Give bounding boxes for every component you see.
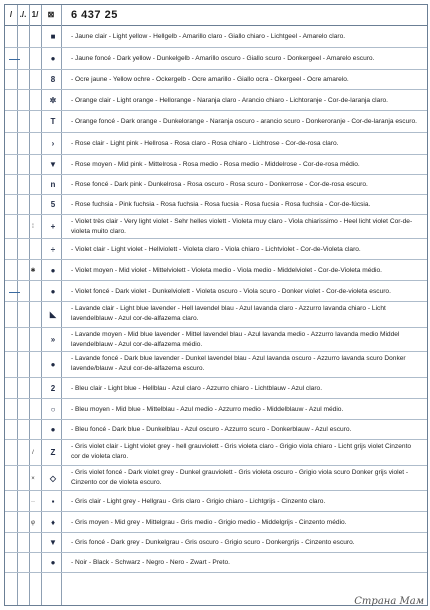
table-row <box>5 440 427 466</box>
color-description: - Rose clair - Light pink - Hellrosa - Rosa claro - Rosa chiaro - Lichtrose - Cor-de-rosa claro. <box>71 140 339 147</box>
table-row <box>5 48 427 70</box>
table-row <box>5 26 427 48</box>
color-description: - Bleu clair - Light blue - Hellblau - Azul claro - Azzurro chiaro - Lichtblauw - Azul claro. <box>71 385 323 392</box>
stitch-symbol: T <box>50 117 56 126</box>
stitch-symbol: ● <box>50 558 56 567</box>
color-description: - Lavande clair - Light blue lavender - Hell lavendel blau - Azul lavanda claro - Azzurro lavanda chiaro - Licht lavendelblauw - Azul cor-de-alfazema claro. <box>71 305 386 322</box>
color-description: - Noir - Black - Schwarz - Negro - Nero - Zwart - Preto. <box>71 559 231 566</box>
header-symbol-4: ⊠ <box>47 10 55 19</box>
stitch-symbol: › <box>51 139 55 148</box>
stitch-symbol: ÷ <box>50 245 56 254</box>
half-stitch-mark: ✱ <box>30 268 36 274</box>
table-row <box>5 352 427 378</box>
header-symbol-1: / <box>9 10 13 19</box>
stitch-symbol: ▪ <box>51 497 55 506</box>
stitch-symbol: Z <box>50 448 56 457</box>
stitch-symbol: ■ <box>50 32 56 41</box>
stitch-symbol: ♦ <box>50 518 56 527</box>
table-row <box>5 239 427 260</box>
backstitch-mark <box>9 59 20 60</box>
table-row <box>5 466 427 491</box>
table-row <box>5 111 427 133</box>
table-row <box>5 553 427 573</box>
stitch-symbol: n <box>50 180 56 189</box>
color-description: - Gris clair - Light grey - Hellgrau - Gris claro - Grigio chiaro - Lichtgrijs - Cinzento claro. <box>71 498 326 505</box>
half-stitch-mark: / <box>32 450 34 456</box>
color-description: - Gris violet clair - Light violet grey - hell grauviolett - Gris violeta claro - Grigio viola chiaro - Licht grijs violet Cinzento cor de violeta claro. <box>71 443 412 460</box>
half-stitch-mark: × <box>31 476 35 482</box>
stitch-symbol: ● <box>50 287 56 296</box>
color-description: - Violet très clair - Very light violet - Sehr helles violett - Violeta muy claro - Viola chiarissimo - Heel licht violet Cor-de-violeta muito claro. <box>71 218 413 235</box>
table-row <box>5 378 427 399</box>
color-description: - Orange clair - Light orange - Hellorange - Naranja claro - Arancio chiaro - Lichtoranje - Cor-de-laranja claro. <box>71 97 389 104</box>
table-row <box>5 533 427 553</box>
table-row <box>5 90 427 111</box>
table-row <box>5 491 427 512</box>
stitch-symbol: 2 <box>50 384 56 393</box>
table-row <box>5 420 427 440</box>
stitch-symbol: ○ <box>50 405 56 414</box>
table-row <box>5 195 427 215</box>
color-description: - Rose fuchsia - Pink fuchsia - Rosa fuchsia - Rosa fucsia - Rosa fucsia - Rosa fuchsia - Cor-de-fúcsia. <box>71 201 371 208</box>
stitch-symbol: ◇ <box>49 474 57 483</box>
stitch-symbol: ✲ <box>49 96 57 105</box>
color-description: - Rose moyen - Mid pink - Mittelrosa - Rosa medio - Rosa medio - Middelrose - Cor-de-rosa médio. <box>71 161 360 168</box>
table-row <box>5 215 427 239</box>
half-stitch-mark: ·· <box>31 499 35 505</box>
backstitch-mark <box>9 292 20 293</box>
header-symbol-2: ./. <box>19 10 27 19</box>
color-description: - Gris violet foncé - Dark violet grey - Dunkel grauviolett - Gris violeta oscuro - Grigio viola scuro Donker grijs violet - Cinzento cor de violeta escuro. <box>71 469 409 486</box>
stitch-symbol: ▼ <box>49 160 57 169</box>
watermark: Страна Мам <box>354 596 424 607</box>
half-stitch-mark: φ <box>31 520 35 526</box>
stitch-symbol: + <box>50 222 56 231</box>
color-description: - Gris moyen - Mid grey - Mittelgrau - Gris medio - Grigio medio - Middelgrijs - Cinzento médio. <box>71 519 347 526</box>
stitch-symbol: » <box>50 335 56 344</box>
color-description: - Bleu foncé - Dark blue - Dunkelblau - Azul oscuro - Azzurro scuro - Donkerblauw - Azul escuro. <box>71 426 352 433</box>
color-key-sheet <box>4 4 428 606</box>
table-row <box>5 328 427 352</box>
color-description: - Jaune foncé - Dark yellow - Dunkelgelb - Amarillo oscuro - Giallo scuro - Donkergeel - Amarelo escuro. <box>71 55 375 62</box>
stitch-symbol: ● <box>50 266 56 275</box>
stitch-symbol: ▼ <box>49 538 57 547</box>
table-row <box>5 175 427 195</box>
table-row <box>5 155 427 175</box>
table-row <box>5 133 427 155</box>
color-description: - Rose foncé - Dark pink - Dunkelrosa - Rosa oscuro - Rosa scuro - Donkerrose - Cor-de-rosa escuro. <box>71 181 368 188</box>
product-code: 6 437 25 <box>71 9 118 21</box>
color-description: - Jaune clair - Light yellow - Hellgelb - Amarillo claro - Giallo chiaro - Lichtgeel - Amarelo claro. <box>71 33 346 40</box>
color-description: - Bleu moyen - Mid blue - Mittelblau - Azul medio - Azzurro medio - Middelblauw - Azul médio. <box>71 406 344 413</box>
color-description: - Violet moyen - Mid violet - Mittelviolett - Violeta medio - Viola medio - Middelviolet - Cor-de-Violeta médio. <box>71 267 383 274</box>
stitch-symbol: ● <box>50 360 56 369</box>
stitch-symbol: ● <box>50 54 56 63</box>
table-row <box>5 302 427 328</box>
color-description: - Ocre jaune - Yellow ochre - Ockergelb - Ocre amarillo - Giallo ocra - Okergeel - Ocre amarelo. <box>71 76 349 83</box>
row-divider <box>5 572 427 573</box>
stitch-symbol: 8 <box>50 75 56 84</box>
table-header <box>5 5 427 26</box>
stitch-symbol: ◣ <box>49 310 57 319</box>
color-description: - Gris foncé - Dark grey - Dunkelgrau - Gris oscuro - Grigio scuro - Donkergrijs - Cinzento escuro. <box>71 539 355 546</box>
color-description: - Lavande foncé - Dark blue lavender - Dunkel lavendel blau - Azul lavanda oscuro - Azzurro lavanda scuro Donker lavende/blauw - Azul cor-de-alfazema escuro. <box>71 355 406 372</box>
table-row <box>5 260 427 281</box>
table-row <box>5 512 427 533</box>
table-row <box>5 399 427 420</box>
color-description: - Violet clair - Light violet - Hellviolett - Violeta claro - Viola chiaro - Lichtviolet - Cor-de-Violeta claro. <box>71 246 361 253</box>
color-description: - Lavande moyen - Mid blue lavender - Mittel lavendel blau - Azul lavanda medio - Azzurro lavanda medio Middel lavendelblauw - Azul cor-de-alfazema médio. <box>71 331 400 348</box>
stitch-symbol: 5 <box>50 200 56 209</box>
color-description: - Violet foncé - Dark violet - Dunkelviolett - Violeta oscuro - Viola scuro - Donker violet - Cor-de-violeta escuro. <box>71 288 391 295</box>
table-row <box>5 281 427 302</box>
color-description: - Orange foncé - Dark orange - Dunkelorange - Naranja oscuro - arancio scuro - Donkeroranje - Cor-de-laranja escuro. <box>71 118 417 125</box>
stitch-symbol: ● <box>50 425 56 434</box>
header-symbol-3: 1/ <box>31 10 39 19</box>
table-row <box>5 70 427 90</box>
half-stitch-mark: ⁞ <box>32 224 34 230</box>
